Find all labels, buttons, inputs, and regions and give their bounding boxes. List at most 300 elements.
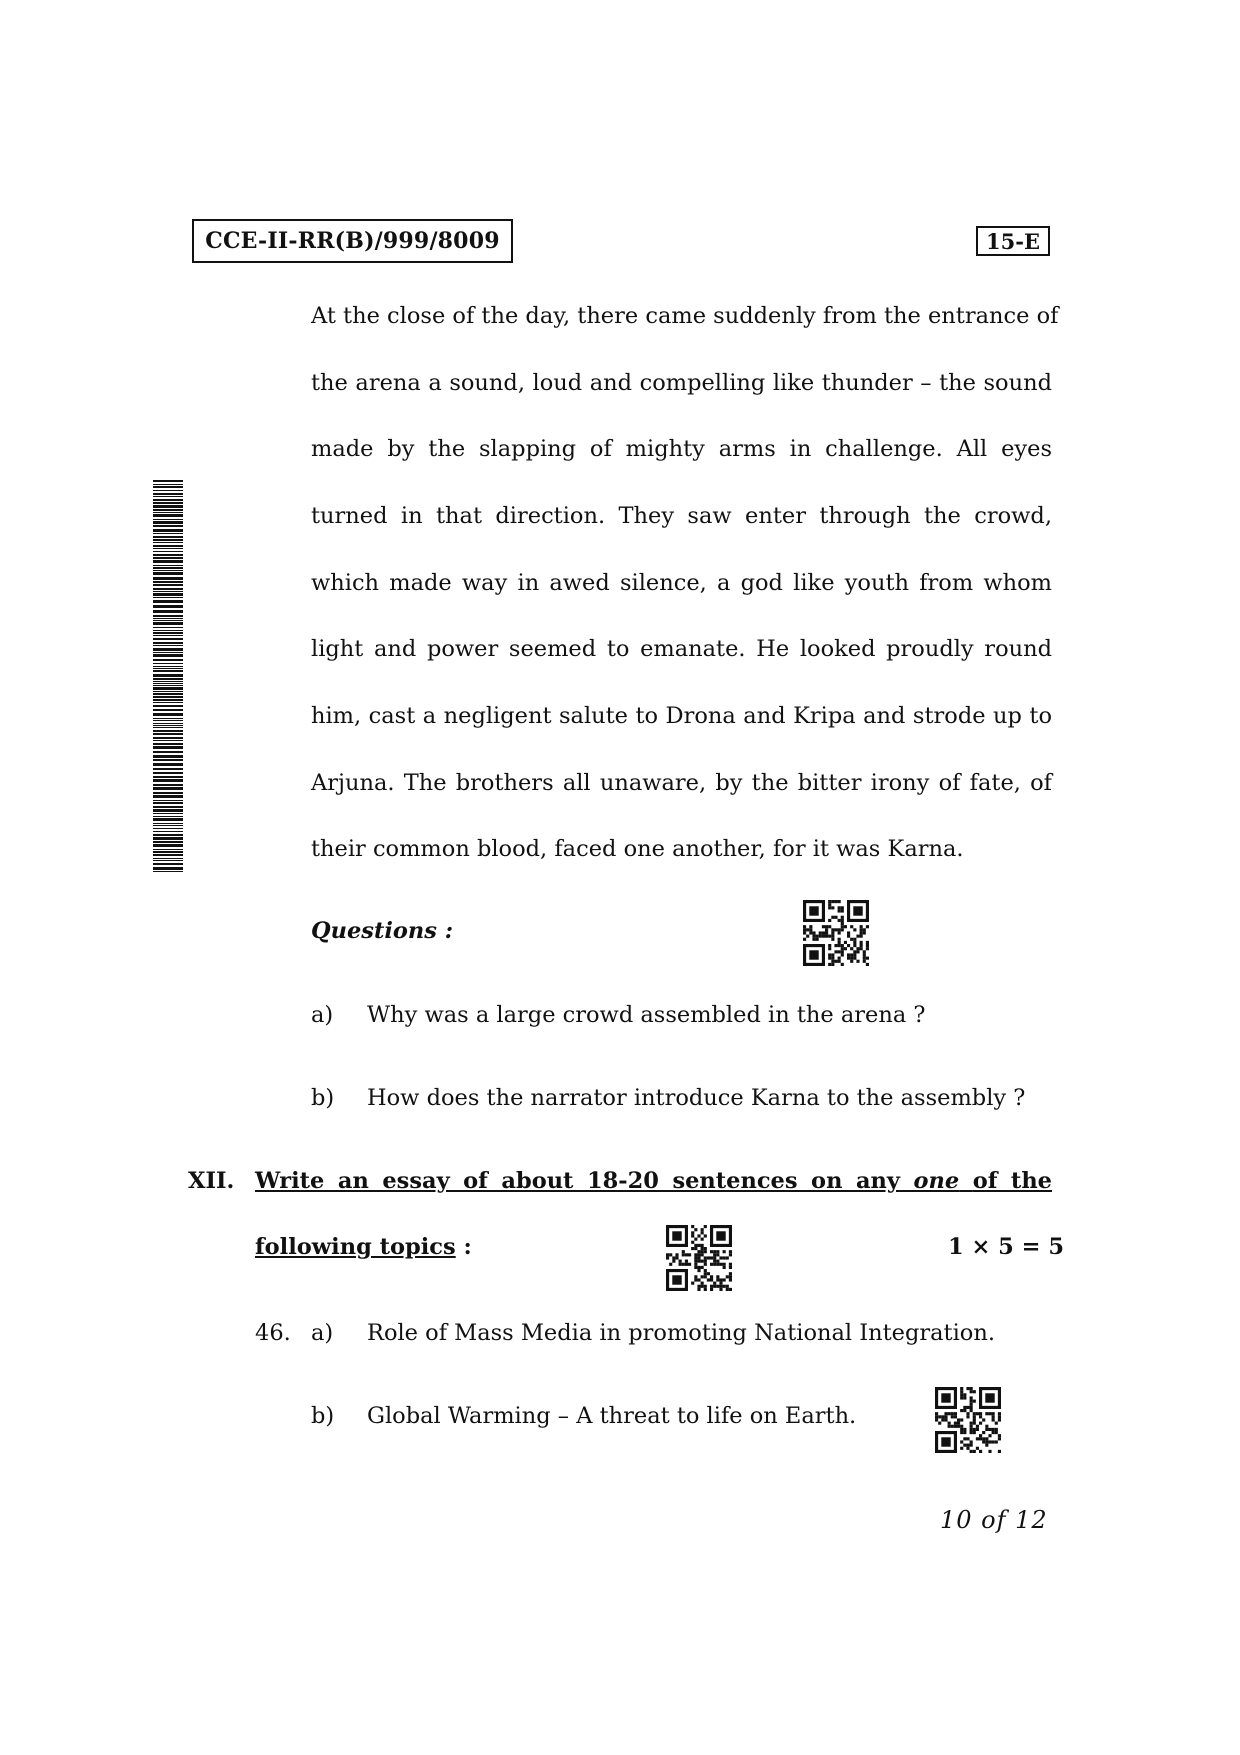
qr-module <box>973 1412 976 1415</box>
qr-finder <box>672 1231 681 1240</box>
qr-module <box>831 916 834 919</box>
qr-module <box>828 919 831 922</box>
barcode-bar <box>153 851 183 853</box>
qr-module <box>816 935 819 938</box>
qr-finder <box>985 1393 994 1402</box>
barcode-bar <box>153 831 183 832</box>
barcode-bar <box>153 560 183 563</box>
qr-module <box>841 953 844 956</box>
barcode-bar <box>153 505 183 508</box>
qr-module <box>985 1444 988 1447</box>
qr-module <box>831 935 834 938</box>
qr-module <box>935 1418 938 1421</box>
barcode-bar <box>153 743 183 745</box>
question-text: How does the narrator introduce Karna to the assembly ? <box>367 1085 1026 1111</box>
qr-code <box>666 1225 732 1291</box>
qr-module <box>948 1412 951 1415</box>
qr-module <box>850 960 853 963</box>
qr-module <box>995 1428 998 1431</box>
qr-module <box>701 1266 704 1269</box>
qr-module <box>860 935 863 938</box>
qr-module <box>716 1275 719 1278</box>
barcode-bar <box>153 718 183 719</box>
qr-module <box>694 1266 697 1269</box>
qr-module <box>979 1434 982 1437</box>
qr-module <box>841 928 844 931</box>
barcode-bar <box>153 521 183 524</box>
qr-module <box>847 957 850 960</box>
qr-module <box>853 957 856 960</box>
qr-module <box>679 1260 682 1263</box>
qr-module <box>951 1425 954 1428</box>
qr-module <box>838 909 841 912</box>
qr-module <box>970 1387 973 1390</box>
barcode-bar <box>153 858 183 859</box>
qr-module <box>828 947 831 950</box>
barcode-bar <box>153 581 183 583</box>
qr-module <box>985 1428 988 1431</box>
barcode-bar <box>153 668 183 669</box>
qr-module <box>704 1234 707 1237</box>
barcode-bar <box>153 725 183 726</box>
qr-module <box>834 950 837 953</box>
qr-module <box>697 1253 700 1256</box>
qr-module <box>966 1415 969 1418</box>
qr-module <box>838 938 841 941</box>
barcode-bar <box>153 772 183 774</box>
qr-finder <box>809 906 818 915</box>
barcode-bar <box>153 723 183 724</box>
qr-module <box>866 957 869 960</box>
qr-module <box>838 900 841 903</box>
qr-module <box>701 1247 704 1250</box>
qr-module <box>985 1425 988 1428</box>
barcode-bar <box>153 584 183 586</box>
barcode-bar <box>153 670 183 672</box>
qr-module <box>850 938 853 941</box>
section-instruction <box>255 1168 1052 1194</box>
barcode-bar <box>153 548 183 549</box>
barcode-bar <box>153 536 183 538</box>
barcode-bar <box>153 600 183 603</box>
qr-module <box>863 950 866 953</box>
qr-module <box>819 935 822 938</box>
qr-module <box>866 947 869 950</box>
qr-module <box>825 928 828 931</box>
barcode-bar <box>153 816 183 817</box>
qr-module <box>816 938 819 941</box>
qr-module <box>713 1256 716 1259</box>
qr-module <box>970 1425 973 1428</box>
qr-module <box>819 931 822 934</box>
qr-module <box>853 941 856 944</box>
qr-module <box>694 1228 697 1231</box>
qr-module <box>675 1256 678 1259</box>
qr-module <box>697 1288 700 1291</box>
qr-module <box>998 1418 1001 1421</box>
section-number: XII. <box>188 1168 235 1194</box>
qr-module <box>960 1428 963 1431</box>
barcode-bar <box>153 699 183 701</box>
qr-module <box>831 931 834 934</box>
qr-module <box>669 1263 672 1266</box>
barcode-bar <box>153 787 183 790</box>
qr-module <box>838 944 841 947</box>
qr-module <box>941 1418 944 1421</box>
qr-module <box>822 925 825 928</box>
qr-module <box>988 1450 991 1453</box>
qr-module <box>957 1425 960 1428</box>
qr-module <box>841 906 844 909</box>
qr-finder <box>853 906 862 915</box>
qr-module <box>704 1260 707 1263</box>
qr-module <box>954 1425 957 1428</box>
qr-module <box>694 1278 697 1281</box>
qr-module <box>806 928 809 931</box>
qr-module <box>963 1437 966 1440</box>
qr-module <box>853 928 856 931</box>
qr-module <box>838 950 841 953</box>
question-text: Why was a large crowd assembled in the arena ? <box>367 1002 926 1028</box>
qr-finder <box>809 950 818 959</box>
qr-module <box>966 1447 969 1450</box>
barcode-bar <box>153 480 183 482</box>
barcode-bar <box>153 645 183 646</box>
barcode-bar <box>153 525 183 527</box>
qr-module <box>803 938 806 941</box>
qr-module <box>828 957 831 960</box>
qr-module <box>666 1256 669 1259</box>
barcode-bar <box>153 572 183 575</box>
qr-module <box>713 1263 716 1266</box>
qr-module <box>863 931 866 934</box>
qr-module <box>691 1225 694 1228</box>
qr-module <box>719 1285 722 1288</box>
qr-module <box>704 1225 707 1228</box>
qr-module <box>713 1260 716 1263</box>
barcode-bar <box>153 486 183 488</box>
qr-module <box>831 960 834 963</box>
qr-module <box>935 1415 938 1418</box>
qr-module <box>828 935 831 938</box>
barcode-bar <box>153 844 183 847</box>
qr-module <box>995 1440 998 1443</box>
qr-module <box>853 938 856 941</box>
qr-module <box>844 941 847 944</box>
qr-module <box>944 1418 947 1421</box>
qr-module <box>701 1231 704 1234</box>
qr-module <box>694 1253 697 1256</box>
barcode-bar <box>153 493 183 495</box>
qr-module <box>723 1256 726 1259</box>
qr-module <box>710 1263 713 1266</box>
barcode-bar <box>153 642 183 644</box>
qr-module <box>841 963 844 966</box>
barcode-bar <box>153 792 183 794</box>
qr-module <box>838 957 841 960</box>
barcode-bar <box>153 705 183 707</box>
qr-module <box>960 1418 963 1421</box>
qr-module <box>853 953 856 956</box>
qr-module <box>707 1256 710 1259</box>
qr-module <box>707 1272 710 1275</box>
qr-module <box>979 1412 982 1415</box>
qr-module <box>944 1415 947 1418</box>
barcode-bar <box>153 800 183 801</box>
passage-line: their common blood, faced one another, for it was Karna. <box>311 836 964 862</box>
qr-module <box>831 957 834 960</box>
qr-module <box>938 1422 941 1425</box>
qr-module <box>726 1275 729 1278</box>
barcode-bar <box>153 529 183 532</box>
qr-module <box>675 1253 678 1256</box>
barcode-bar <box>153 496 183 497</box>
qr-module <box>726 1256 729 1259</box>
barcode-bar <box>153 570 183 571</box>
qr-module <box>716 1278 719 1281</box>
barcode-bar <box>153 702 183 703</box>
qr-module <box>713 1250 716 1253</box>
barcode-bar <box>153 638 183 640</box>
qr-module <box>966 1412 969 1415</box>
version-code: 15-E <box>986 228 1040 254</box>
qr-module <box>860 941 863 944</box>
qr-module <box>841 919 844 922</box>
qr-module <box>726 1288 729 1291</box>
qr-module <box>966 1406 969 1409</box>
barcode-bar <box>153 813 183 814</box>
barcode-bar <box>153 768 183 770</box>
qr-module <box>838 919 841 922</box>
qr-module <box>697 1278 700 1281</box>
barcode-bar <box>153 674 183 677</box>
qr-module <box>729 1263 732 1266</box>
passage-line: the arena a sound, loud and compelling like thunder – the sound <box>311 370 1052 396</box>
barcode-bar <box>153 597 183 598</box>
barcode-bar <box>153 565 183 566</box>
qr-module <box>992 1412 995 1415</box>
qr-module <box>982 1431 985 1434</box>
qr-module <box>694 1247 697 1250</box>
qr-module <box>976 1437 979 1440</box>
barcode-bar <box>153 502 183 504</box>
barcode-bar <box>153 615 183 617</box>
barcode-bar <box>153 620 183 621</box>
qr-module <box>694 1238 697 1241</box>
passage-line: turned in that direction. They saw enter through the crowd, <box>311 503 1052 529</box>
qr-module <box>691 1282 694 1285</box>
qr-module <box>682 1250 685 1253</box>
qr-module <box>685 1260 688 1263</box>
qr-module <box>856 947 859 950</box>
qr-module <box>710 1288 713 1291</box>
qr-module <box>729 1253 732 1256</box>
qr-finder <box>672 1275 681 1284</box>
qr-module <box>970 1406 973 1409</box>
qr-module <box>723 1263 726 1266</box>
qr-module <box>960 1440 963 1443</box>
qr-module <box>951 1415 954 1418</box>
qr-module <box>850 925 853 928</box>
qr-module <box>710 1256 713 1259</box>
qr-module <box>838 906 841 909</box>
qr-module <box>963 1431 966 1434</box>
qr-module <box>841 916 844 919</box>
qr-module <box>970 1422 973 1425</box>
barcode-bar <box>153 795 183 798</box>
barcode-bar <box>153 837 183 840</box>
qr-module <box>822 931 825 934</box>
qr-module <box>838 928 841 931</box>
passage-line: made by the slapping of mighty arms in challenge. All eyes <box>311 436 1052 462</box>
qr-module <box>838 960 841 963</box>
qr-module <box>966 1444 969 1447</box>
qr-module <box>716 1253 719 1256</box>
qr-module <box>985 1440 988 1443</box>
barcode-bar <box>153 863 183 865</box>
qr-module <box>960 1425 963 1428</box>
qr-module <box>713 1282 716 1285</box>
qr-module <box>828 953 831 956</box>
barcode-bar <box>153 610 183 613</box>
barcode-bar <box>153 746 183 749</box>
essay-option-label: b) <box>311 1403 335 1429</box>
qr-module <box>828 963 831 966</box>
qr-module <box>863 953 866 956</box>
qr-module <box>834 944 837 947</box>
qr-module <box>710 1275 713 1278</box>
qr-module <box>954 1415 957 1418</box>
qr-module <box>701 1238 704 1241</box>
qr-module <box>973 1418 976 1421</box>
qr-module <box>666 1253 669 1256</box>
qr-module <box>685 1263 688 1266</box>
qr-module <box>704 1250 707 1253</box>
qr-module <box>954 1412 957 1415</box>
qr-module <box>834 960 837 963</box>
barcode-bar <box>153 632 183 634</box>
qr-module <box>976 1412 979 1415</box>
questions-heading: Questions : <box>311 918 454 944</box>
qr-module <box>716 1260 719 1263</box>
qr-module <box>998 1415 1001 1418</box>
qr-module <box>701 1253 704 1256</box>
qr-module <box>850 957 853 960</box>
qr-module <box>973 1422 976 1425</box>
qr-module <box>834 928 837 931</box>
question-label: b) <box>311 1085 335 1111</box>
qr-module <box>831 928 834 931</box>
qr-module <box>729 1250 732 1253</box>
qr-module <box>970 1444 973 1447</box>
qr-module <box>853 944 856 947</box>
qr-module <box>860 944 863 947</box>
qr-module <box>988 1428 991 1431</box>
barcode-bar <box>153 554 183 556</box>
barcode-bar <box>153 539 183 541</box>
qr-module <box>723 1266 726 1269</box>
version-code-box <box>976 226 1050 256</box>
qr-module <box>729 1272 732 1275</box>
barcode-bar <box>153 871 183 872</box>
qr-module <box>863 928 866 931</box>
qr-module <box>841 925 844 928</box>
barcode-bar <box>153 834 183 836</box>
qr-module <box>809 931 812 934</box>
qr-module <box>679 1263 682 1266</box>
essay-option-text: Role of Mass Media in promoting National Integration. <box>367 1320 995 1346</box>
qr-module <box>682 1253 685 1256</box>
barcode-bar <box>153 763 183 766</box>
essay-option-label: a) <box>311 1320 334 1346</box>
barcode-bar <box>153 691 183 692</box>
qr-module <box>701 1260 704 1263</box>
barcode-bar <box>153 733 183 735</box>
qr-module <box>719 1288 722 1291</box>
qr-module <box>960 1393 963 1396</box>
barcode-bar <box>153 727 183 728</box>
qr-module <box>992 1431 995 1434</box>
qr-module <box>729 1266 732 1269</box>
qr-module <box>957 1418 960 1421</box>
barcode-bar <box>153 652 183 653</box>
qr-module <box>856 935 859 938</box>
barcode-bar <box>153 484 183 485</box>
barcode-bar <box>153 867 183 870</box>
qr-module <box>831 953 834 956</box>
qr-module <box>992 1418 995 1421</box>
qr-module <box>963 1428 966 1431</box>
qr-module <box>844 925 847 928</box>
barcode-bar <box>153 779 183 782</box>
qr-module <box>704 1275 707 1278</box>
barcode-bar <box>153 776 183 778</box>
barcode-bar <box>153 755 183 758</box>
qr-module <box>825 925 828 928</box>
qr-module <box>704 1247 707 1250</box>
qr-module <box>713 1285 716 1288</box>
essay-option-text: Global Warming – A threat to life on Earth. <box>367 1403 857 1429</box>
qr-module <box>985 1412 988 1415</box>
qr-module <box>866 944 869 947</box>
barcode-bar <box>153 654 183 657</box>
qr-module <box>841 922 844 925</box>
qr-module <box>847 944 850 947</box>
qr-module <box>694 1263 697 1266</box>
qr-module <box>841 944 844 947</box>
qr-module <box>831 963 834 966</box>
barcode-bar <box>153 605 183 608</box>
barcode-bar <box>153 542 183 543</box>
qr-module <box>697 1269 700 1272</box>
barcode-bar <box>153 730 183 732</box>
qr-module <box>976 1428 979 1431</box>
qr-module <box>963 1409 966 1412</box>
paper-code-box <box>192 219 513 263</box>
qr-module <box>998 1412 1001 1415</box>
qr-module <box>844 947 847 950</box>
qr-module <box>853 950 856 953</box>
qr-module <box>998 1434 1001 1437</box>
instruction-colon: : <box>463 1234 472 1260</box>
qr-module <box>710 1278 713 1281</box>
barcode-bar <box>153 678 183 680</box>
qr-module <box>688 1253 691 1256</box>
qr-module <box>973 1431 976 1434</box>
barcode-bar <box>153 577 183 580</box>
instruction-text-line2: following topics <box>255 1234 456 1260</box>
qr-finder <box>941 1393 950 1402</box>
